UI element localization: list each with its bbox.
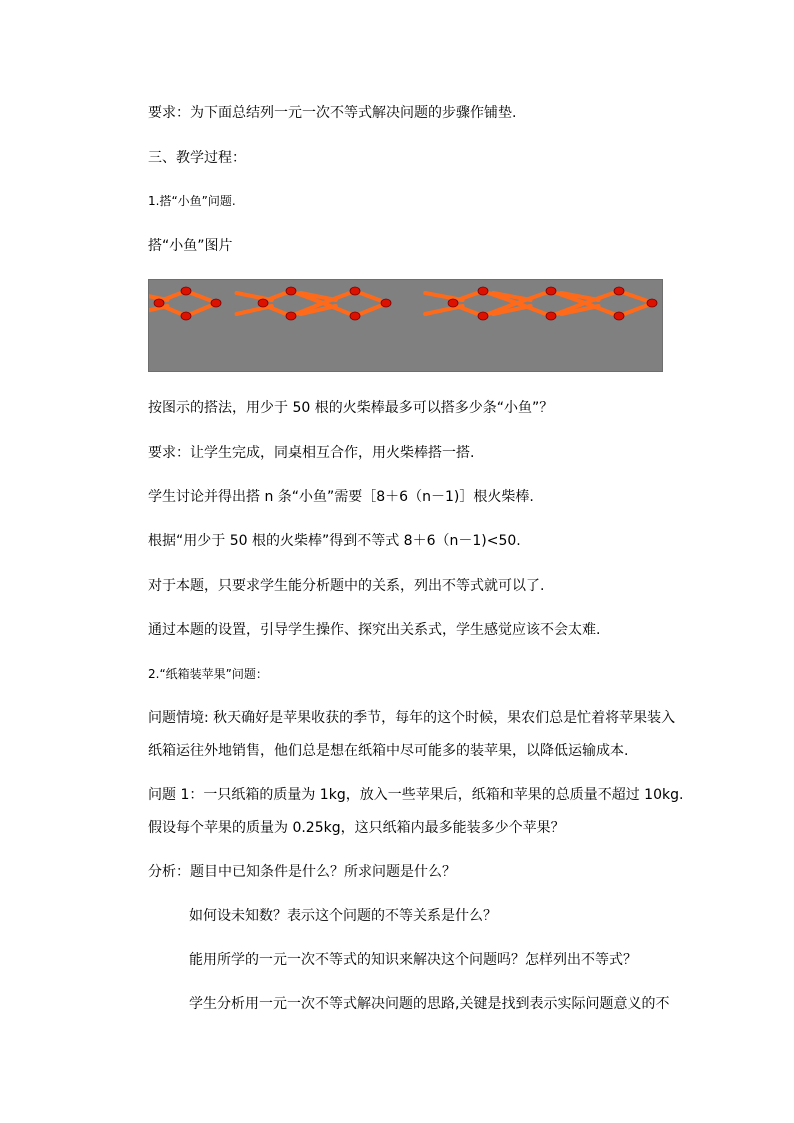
match-head	[350, 312, 360, 320]
match-head	[478, 312, 488, 320]
text-line: 根据“用少于 50 根的火柴棒”得到不等式 8＋6（n－1)<50.	[148, 533, 521, 549]
match-head	[478, 287, 488, 295]
text-line: 如何设未知数？表示这个问题的不等关系是什么？	[189, 908, 497, 924]
text-line: 按图示的搭法，用少于 50 根的火柴棒最多可以搭多少条“小鱼”？	[148, 400, 554, 416]
text-line: 要求：让学生完成，同桌相互合作，用火柴棒搭一搭.	[148, 445, 475, 461]
matchstick	[237, 306, 272, 314]
text-line: 对于本题，只要求学生能分析题中的关系，列出不等式就可以了.	[148, 578, 545, 594]
match-head	[258, 299, 268, 307]
subheading: 1.搭“小鱼”问题.	[148, 194, 236, 208]
subheading: 2.“纸箱装苹果”问题：	[148, 667, 268, 681]
matchstick	[425, 306, 462, 314]
match-head	[154, 299, 164, 307]
matchstick	[237, 293, 272, 300]
text-line: 分析：题目中已知条件是什么？所求问题是什么？	[148, 864, 456, 880]
text-line: 问题 1：一只纸箱的质量为 1kg，放入一些苹果后，纸箱和苹果的总质量不超过 10kg.	[148, 787, 684, 803]
text-line: 纸箱运往外地销售，他们总是想在纸箱中尽可能多的装苹果，以降低运输成本.	[148, 743, 629, 759]
matchstick-fish-illustration	[149, 280, 662, 371]
match-head	[211, 299, 221, 307]
text-line: 要求：为下面总结列一元一次不等式解决问题的步骤作铺垫.	[148, 105, 517, 121]
match-head	[181, 312, 191, 320]
matchstick-fish-figure	[148, 279, 663, 372]
match-head	[286, 312, 296, 320]
match-head	[448, 299, 458, 307]
match-head	[546, 287, 556, 295]
section-heading: 三、教学过程：	[148, 150, 246, 166]
text-line: 假设每个苹果的质量为 0.25kg，这只纸箱内最多能装多少个苹果？	[148, 820, 565, 836]
match-head	[286, 287, 296, 295]
match-head	[181, 287, 191, 295]
match-head	[614, 312, 624, 320]
match-head	[381, 299, 391, 307]
match-head	[647, 299, 657, 307]
figure-caption: 搭“小鱼”图片	[148, 238, 233, 254]
text-line: 通过本题的设置，引导学生操作、探究出关系式，学生感觉应该不会太难.	[148, 622, 601, 638]
matchstick	[425, 293, 462, 300]
text-line: 能用所学的一元一次不等式的知识来解决这个问题吗？怎样列出不等式？	[189, 952, 637, 968]
match-head	[546, 312, 556, 320]
text-line: 学生分析用一元一次不等式解决问题的思路,关键是找到表示实际问题意义的不	[189, 996, 670, 1012]
text-line: 学生讨论并得出搭 n 条“小鱼”需要［8＋6（n－1)］根火柴棒.	[148, 489, 534, 505]
match-head	[614, 287, 624, 295]
text-line: 问题情境: 秋天确好是苹果收获的季节，每年的这个时候，果农们总是忙着将苹果装入	[148, 710, 676, 726]
match-head	[350, 287, 360, 295]
